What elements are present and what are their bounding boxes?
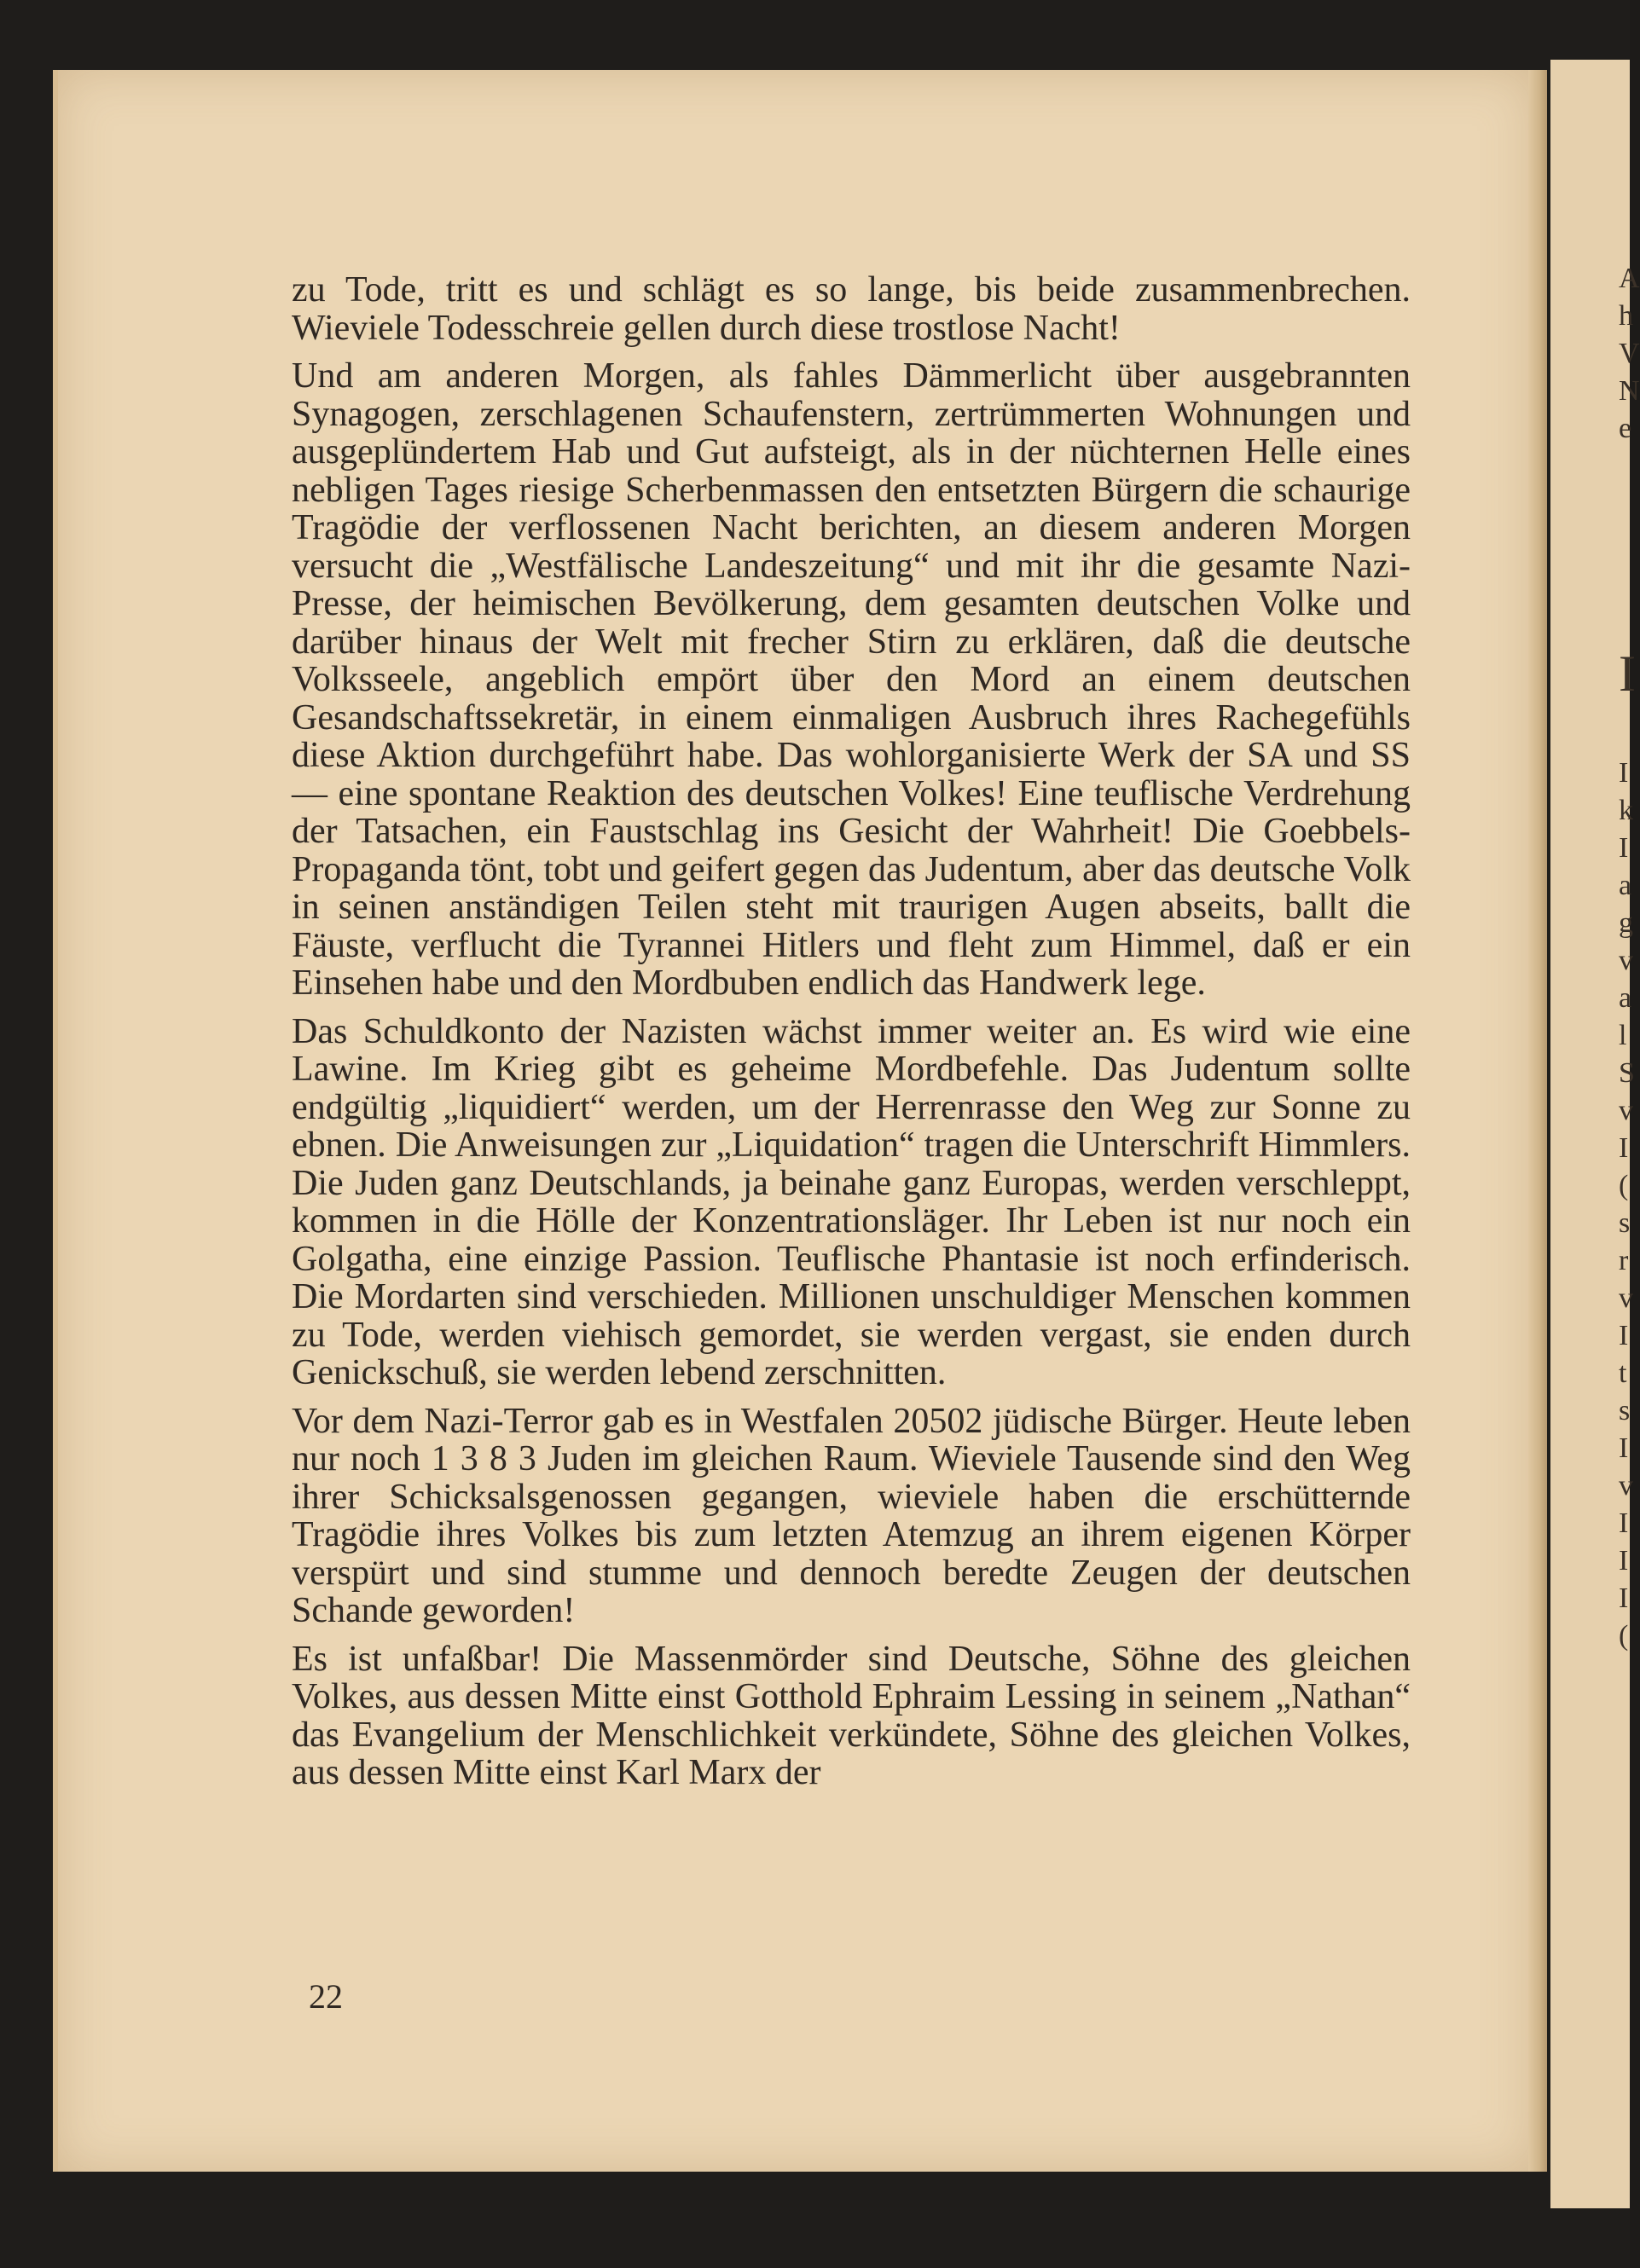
- paragraph: zu Tode, tritt es und schlägt es so lange, bis beide zusammenbrechen. Wieviele Todesschreie gellen durch diese trostlose Nacht!: [292, 270, 1411, 348]
- adjacent-page-fragment: g: [1619, 907, 1633, 939]
- adjacent-page-fragment: t: [1619, 1357, 1627, 1389]
- adjacent-page-fragment: a: [1619, 870, 1632, 901]
- adjacent-page-fragment: s: [1619, 1395, 1631, 1426]
- adjacent-page-fragment: r: [1619, 1245, 1629, 1276]
- paragraph: Es ist unfaßbar! Die Massenmörder sind Deutsche, Söhne des gleichen Volkes, aus dessen Mitte einst Gotthold Ephraim Lessing in seinem „Nathan“ das Evangelium der Menschlichkeit verkündete, Söhne des gleichen Volkes, aus dessen Mitte einst Karl Marx der: [292, 1639, 1411, 1792]
- paragraph: Vor dem Nazi-Terror gab es in Westfalen 20502 jüdische Bürger. Heute leben nur noch 1 3 8 3 Juden im gleichen Raum. Wieviele Tausende sind den Weg ihrer Schicksalsgenossen gegangen, wieviele haben die erschütternde Tragödie ihres Volkes bis zum letzten Atemzug an ihrem eigenen Körper verspürt und sind stumme und dennoch beredte Zeugen der deutschen Schande geworden!: [292, 1401, 1411, 1630]
- adjacent-page-fragment: v: [1619, 1095, 1633, 1126]
- adjacent-page-fragment: A: [1619, 263, 1640, 294]
- adjacent-page-fragment: e: [1619, 413, 1632, 444]
- adjacent-page-fragment: I: [1619, 1545, 1629, 1577]
- adjacent-page-fragment: I: [1619, 645, 1636, 702]
- adjacent-page-fragment: I: [1619, 757, 1629, 789]
- adjacent-page-fragment: I: [1619, 832, 1629, 864]
- page-number: 22: [309, 1977, 343, 2016]
- page-spine: [1528, 70, 1547, 2172]
- adjacent-page-fragment: a: [1619, 982, 1632, 1014]
- adjacent-page-fragment: I: [1619, 1320, 1629, 1351]
- adjacent-page-edge: [1550, 60, 1640, 2208]
- adjacent-page-fragment: h: [1619, 300, 1633, 332]
- paragraph: Und am anderen Morgen, als fahles Dämmerlicht über ausgebrannten Synagogen, zerschlagenen Schaufenstern, zertrümmerten Wohnungen und ausgeplündertem Hab und Gut aufsteigt, als in der nüchternen Helle eines nebligen Tages riesige Scherbenmassen den entsetzten Bürgern die schaurige Tragödie der verflossenen Nacht berichten, an diesem anderen Morgen versucht die „Westfälische Landeszeitung“ und mit ihr die gesamte Nazi-Presse, der heimischen Bevölkerung, dem gesamten deutschen Volke und darüber hinaus der Welt mit frecher Stirn zu erklären, daß die deutsche Volksseele, angeblich empört über den Mord an einem deutschen Gesandschaftssekretär, in einem einmaligen Ausbruch ihres Rachegefühls diese Aktion durchgeführt habe. Das wohlorganisierte Werk der SA und SS — eine spontane Reaktion des deutschen Volkes! Eine teuflische Verdrehung der Tatsachen, ein Faustschlag ins Gesicht der Wahrheit! Die Goebbels-Propaganda tönt, tobt und geifert gegen das Judentum, aber das deutsche Volk in seinen anständigen Teilen steht mit traurigen Augen abseits, ballt die Fäuste, verflucht die Tyrannei Hitlers und fleht zum Himmel, daß er ein Einsehen habe und den Mordbuben endlich das Handwerk lege.: [292, 356, 1411, 1003]
- adjacent-page-fragment: k: [1619, 795, 1633, 826]
- adjacent-page-fragment: I: [1619, 1507, 1629, 1539]
- adjacent-page-fragment: I: [1619, 1582, 1629, 1614]
- adjacent-page-fragment: v: [1619, 1470, 1633, 1501]
- adjacent-page-fragment: v: [1619, 1282, 1633, 1314]
- adjacent-page-fragment: (: [1619, 1170, 1629, 1201]
- paragraph: Das Schuldkonto der Nazisten wächst immer weiter an. Es wird wie eine Lawine. Im Krieg gibt es geheime Mordbefehle. Das Judentum sollte endgültig „liquidiert“ werden, um der Herrenrasse den Weg zur Sonne zu ebnen. Die Anweisungen zur „Liquidation“ tragen die Unterschrift Himmlers. Die Juden ganz Deutschlands, ja beinahe ganz Europas, werden verschleppt, kommen in die Hölle der Konzentrationsläger. Ihr Leben ist nur noch ein Golgatha, eine einzige Passion. Teuflische Phantasie ist noch erfinderisch. Die Mordarten sind verschieden. Millionen unschuldiger Menschen kommen zu Tode, werden viehisch gemordet, sie werden vergast, sie enden durch Genickschuß, sie werden lebend zerschnitten.: [292, 1011, 1411, 1392]
- body-text: [292, 271, 1411, 1802]
- adjacent-page-fragment: N: [1619, 375, 1640, 407]
- adjacent-page-fragment: (: [1619, 1620, 1629, 1652]
- adjacent-page-fragment: I: [1619, 1132, 1629, 1164]
- adjacent-page-fragment: s: [1619, 1207, 1631, 1239]
- adjacent-page-fragment: I: [1619, 1432, 1629, 1464]
- adjacent-page-fragment: v: [1619, 945, 1633, 976]
- adjacent-page-fragment: V: [1619, 338, 1640, 369]
- adjacent-page-fragment: S: [1619, 1057, 1635, 1089]
- adjacent-page-fragment: l: [1619, 1020, 1627, 1051]
